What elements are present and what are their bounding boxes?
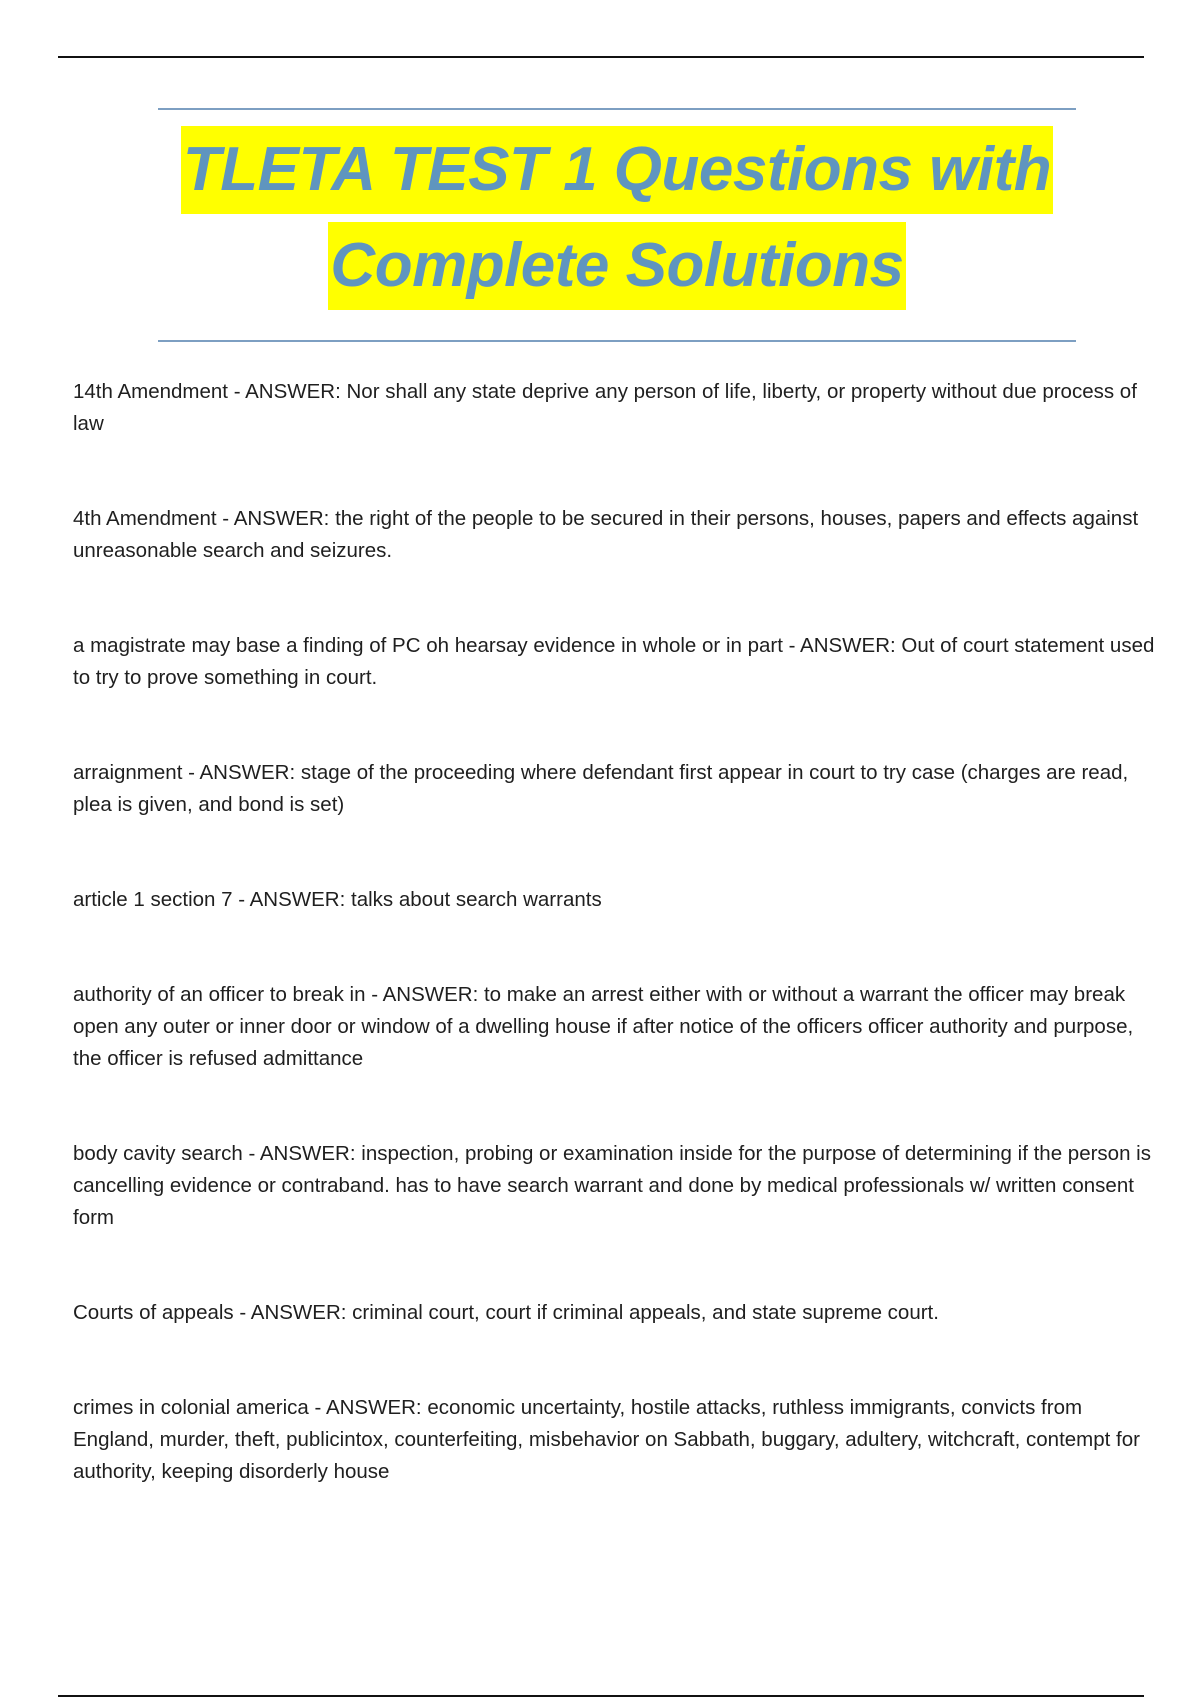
answer-label: ANSWER: [382, 983, 479, 1006]
entry-separator: - [782, 634, 801, 657]
qa-entry [73, 1138, 1163, 1234]
entry-answer: Out of court statement used to try to prove something in court. [73, 634, 1155, 689]
entry-answer: Nor shall any state deprive any person of life, liberty, or property without due process of law [73, 380, 1137, 435]
title-block [158, 108, 1076, 342]
entry-separator: - [228, 380, 246, 403]
answer-label: ANSWER: [199, 761, 296, 784]
entry-term: article 1 section 7 [73, 888, 233, 911]
answer-label: ANSWER: [249, 888, 346, 911]
entry-answer: economic uncertainty, hostile attacks, ruthless immigrants, convicts from England, murder, theft, publicintox, counterfeiting, misbehavior on Sabbath, buggary, adultery, witchcraft, contempt for authority, keeping disorderly house [73, 1396, 1140, 1483]
entry-term: Courts of appeals [73, 1301, 234, 1324]
entry-separator: - [182, 761, 200, 784]
qa-entry [73, 376, 1163, 440]
answer-label: ANSWER: [259, 1142, 356, 1165]
entry-separator: - [216, 507, 234, 530]
page-bottom-rule [58, 1695, 1144, 1697]
entry-separator: - [233, 1301, 251, 1324]
answer-label: ANSWER: [233, 507, 330, 530]
entry-term: authority of an officer to break in [73, 983, 366, 1006]
answer-label: ANSWER: [800, 634, 896, 657]
qa-entry [73, 1297, 1163, 1329]
answer-label: ANSWER: [250, 1301, 347, 1324]
qa-entry [73, 503, 1163, 567]
qa-entry [73, 1392, 1163, 1488]
qa-entry [73, 884, 1163, 916]
title-line-2: Complete Solutions [328, 222, 905, 310]
entry-answer: talks about search warrants [351, 888, 602, 911]
entry-term: 14th Amendment [73, 380, 228, 403]
qa-entry [73, 757, 1163, 821]
answer-label: ANSWER: [245, 380, 341, 403]
entry-answer: inspection, probing or examination inside for the purpose of determining if the person is cancelling evidence or contraband. has to have search warrant and done by medical professionals w/ written consent form [73, 1142, 1151, 1229]
answer-label: ANSWER: [325, 1396, 422, 1419]
entry-term: a magistrate may base a finding of PC oh hearsay evidence in whole or in part [73, 634, 783, 657]
entry-term: crimes in colonial america [73, 1396, 309, 1419]
entry-answer: criminal court, court if criminal appeals, and state supreme court. [352, 1301, 939, 1324]
entry-separator: - [232, 888, 250, 911]
page-top-rule [58, 56, 1144, 58]
qa-entry [73, 630, 1163, 694]
entry-separator: - [242, 1142, 260, 1165]
entry-separator: - [308, 1396, 326, 1419]
entry-term: body cavity search [73, 1142, 243, 1165]
document-title [158, 126, 1076, 310]
qa-list [73, 376, 1163, 1551]
title-upper-rule [158, 108, 1076, 110]
entry-answer: to make an arrest either with or without a warrant the officer may break open any outer or inner door or window of a dwelling house if after notice of the officers officer authority and purpose, the officer is refused admittance [73, 983, 1134, 1070]
title-line-1: TLETA TEST 1 Questions with [181, 126, 1053, 214]
entry-answer: stage of the proceeding where defendant first appear in court to try case (charges are read, plea is given, and bond is set) [73, 761, 1129, 816]
entry-term: 4th Amendment [73, 507, 217, 530]
title-lower-rule [158, 340, 1076, 342]
entry-answer: the right of the people to be secured in their persons, houses, papers and effects against unreasonable search and seizures. [73, 507, 1139, 562]
entry-separator: - [365, 983, 383, 1006]
qa-entry [73, 979, 1163, 1075]
entry-term: arraignment [73, 761, 183, 784]
